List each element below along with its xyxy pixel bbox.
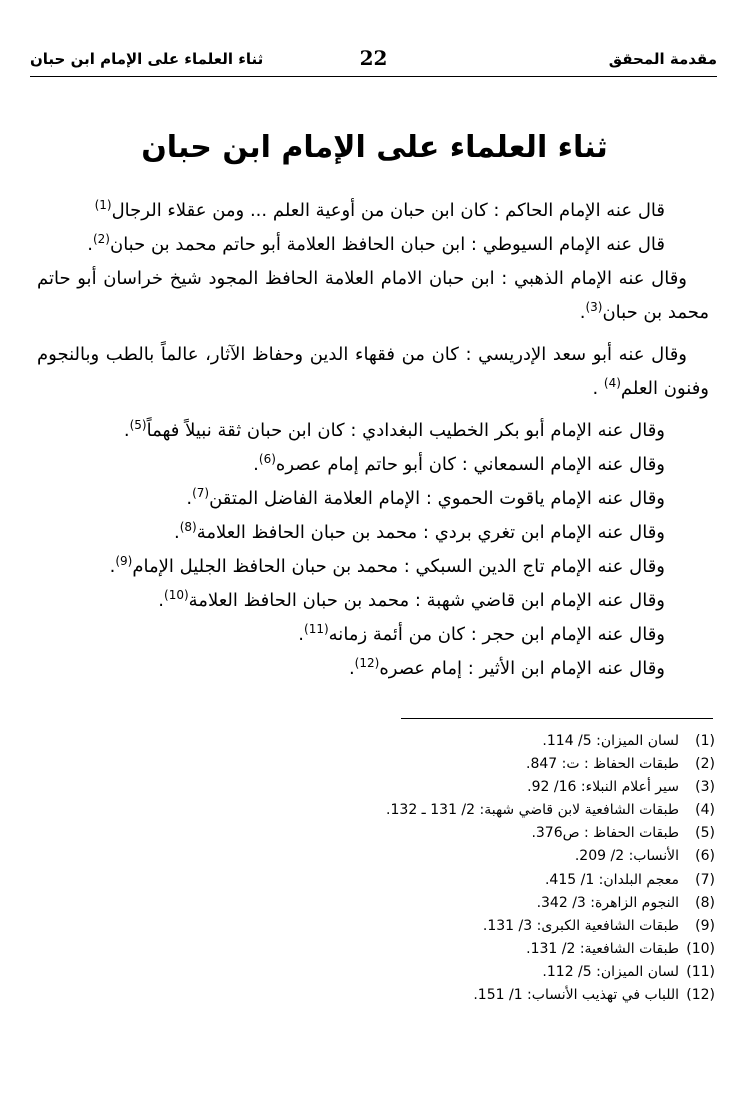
quote-end-mark: .	[173, 522, 180, 543]
quote-text: وقال عنه الإمام تاج الدين السبكي : محمد بن حبان الحافظ الجليل الإمام	[132, 556, 665, 577]
footnote-reference[interactable]: (7)	[192, 486, 210, 500]
footnote-item	[75, 869, 715, 892]
quote-text: قال عنه الإمام الحاكم : كان ابن حبان من أوعية العلم ... ومن عقلاء الرجال	[111, 200, 665, 221]
page-title: ثناء العلماء على الإمام ابن حبان	[141, 130, 608, 165]
quote-text: وقال عنه الإمام ابن تغري بردي : محمد بن حبان الحافظ العلامة	[196, 522, 665, 543]
footnote-number: (8)	[695, 894, 715, 911]
footnote-text: النجوم الزاهرة: 3/ 342.	[536, 894, 679, 911]
quote-paragraph	[37, 618, 687, 652]
quote-end-mark: .	[87, 234, 93, 255]
quote-paragraph	[37, 516, 687, 550]
quote-end-mark: .	[123, 420, 130, 441]
footnote-number: (7)	[695, 871, 715, 888]
footnote-reference[interactable]: (9)	[115, 554, 133, 568]
footnote-number: (1)	[695, 733, 715, 749]
footnote-item	[75, 961, 715, 984]
footnote-reference[interactable]: (2)	[92, 232, 110, 246]
footnotes-list	[75, 730, 715, 1007]
quote-text: وقال عنه الإمام السمعاني : كان أبو حاتم إمام عصره	[275, 454, 665, 475]
header-section-label: مقدمة المحقق	[608, 50, 717, 68]
footnote-reference[interactable]: (4)	[603, 376, 621, 390]
footnote-text: طبقات الحفاظ : ت: 847.	[526, 756, 679, 773]
footnote-reference[interactable]: (3)	[585, 300, 603, 314]
footnote-item	[75, 845, 715, 868]
footnote-item	[75, 799, 715, 822]
paragraph-gap	[37, 330, 687, 338]
quote-end-mark: .	[592, 378, 604, 399]
footnote-text: سير أعلام النبلاء: 16/ 92.	[527, 779, 679, 796]
footnote-text: معجم البلدان: 1/ 415.	[544, 871, 679, 888]
paragraph-gap	[37, 406, 687, 414]
quote-paragraph	[37, 584, 687, 618]
footnote-item	[75, 984, 715, 1007]
footnote-text: طبقات الحفاظ : ص376.	[531, 825, 679, 842]
quote-paragraph	[37, 262, 709, 330]
footnote-number: (4)	[695, 802, 715, 819]
quote-paragraph	[37, 338, 709, 406]
footnote-text: الأنساب: 2/ 209.	[574, 848, 679, 865]
footnote-number: (6)	[695, 848, 715, 865]
footnote-number: (10)	[686, 940, 715, 957]
quote-paragraph	[37, 550, 687, 584]
footnote-item	[75, 822, 715, 845]
page-number: 22	[359, 46, 388, 70]
main-text	[37, 194, 709, 686]
footnote-item	[75, 915, 715, 938]
quote-end-mark: .	[298, 624, 304, 645]
footnote-reference[interactable]: (12)	[354, 656, 380, 670]
quote-paragraph	[37, 652, 687, 686]
footnote-number: (2)	[695, 756, 715, 773]
footnote-text: اللباب في تهذيب الأنساب: 1/ 151.	[473, 987, 679, 1004]
footnote-reference[interactable]: (5)	[129, 418, 147, 432]
quote-end-mark: .	[109, 556, 116, 577]
quote-text: وقال عنه الإمام ابن قاضي شهبة : محمد بن حبان الحافظ العلامة	[188, 590, 665, 611]
quote-text: وقال عنه الإمام الذهبي : ابن حبان الامام العلامة الحافظ المجود شيخ خراسان أبو حاتم محمد بن حبان	[37, 268, 709, 323]
quote-text: قال عنه الإمام السيوطي : ابن حبان الحافظ العلامة أبو حاتم محمد بن حبان	[109, 234, 665, 255]
footnote-item	[75, 892, 715, 915]
footnote-text: لسان الميزان: 5/ 112.	[542, 963, 679, 980]
footnote-number: (5)	[695, 825, 715, 842]
footnote-separator	[401, 718, 713, 719]
quote-text: وقال عنه الإمام ابن حجر : كان من أئمة زمانه	[328, 624, 665, 645]
footnote-item	[75, 938, 715, 961]
footnote-reference[interactable]: (10)	[164, 588, 189, 602]
footnote-number: (9)	[695, 917, 715, 934]
footnote-reference[interactable]: (8)	[179, 520, 197, 534]
page-header	[30, 46, 717, 77]
footnote-reference[interactable]: (1)	[94, 198, 112, 212]
quote-text: وقال عنه الإمام ابن الأثير : إمام عصره	[379, 658, 665, 679]
quote-paragraph	[37, 482, 687, 516]
footnote-number: (3)	[695, 779, 715, 796]
quote-paragraph	[37, 414, 687, 448]
footnote-item	[75, 730, 715, 753]
footnote-text: لسان الميزان: 5/ 114.	[542, 733, 679, 749]
footnote-item	[75, 776, 715, 799]
footnote-reference[interactable]: (6)	[258, 452, 276, 466]
footnote-text: طبقات الشافعية الكبرى: 3/ 131.	[482, 917, 679, 934]
quote-text: وقال عنه الإمام أبو بكر الخطيب البغدادي : كان ابن حبان ثقة نبيلاً فهماً	[146, 420, 665, 441]
quote-end-mark: .	[253, 454, 259, 475]
quote-paragraph	[37, 228, 687, 262]
quote-paragraph	[37, 448, 687, 482]
footnote-reference[interactable]: (11)	[304, 622, 329, 636]
footnote-text: طبقات الشافعية لابن قاضي شهبة: 2/ 131 ـ 132.	[386, 802, 679, 819]
footnote-item	[75, 753, 715, 776]
quote-text: وقال عنه الإمام ياقوت الحموي : الإمام العلامة الفاضل المتقن	[209, 488, 665, 509]
footnote-number: (11)	[686, 963, 715, 980]
quote-text: وقال عنه أبو سعد الإدريسي : كان من فقهاء الدين وحفاظ الآثار، عالماً بالطب وبالنجوم وفنون العلم	[37, 344, 709, 399]
quote-end-mark: .	[579, 302, 586, 323]
quote-end-mark: .	[158, 590, 164, 611]
header-running-title: ثناء العلماء على الإمام ابن حبان	[30, 50, 264, 68]
quote-paragraph	[37, 194, 687, 228]
quote-end-mark: .	[186, 488, 193, 509]
quote-end-mark: .	[348, 658, 355, 679]
footnote-text: طبقات الشافعية: 2/ 131.	[526, 940, 679, 957]
footnote-number: (12)	[686, 987, 715, 1004]
